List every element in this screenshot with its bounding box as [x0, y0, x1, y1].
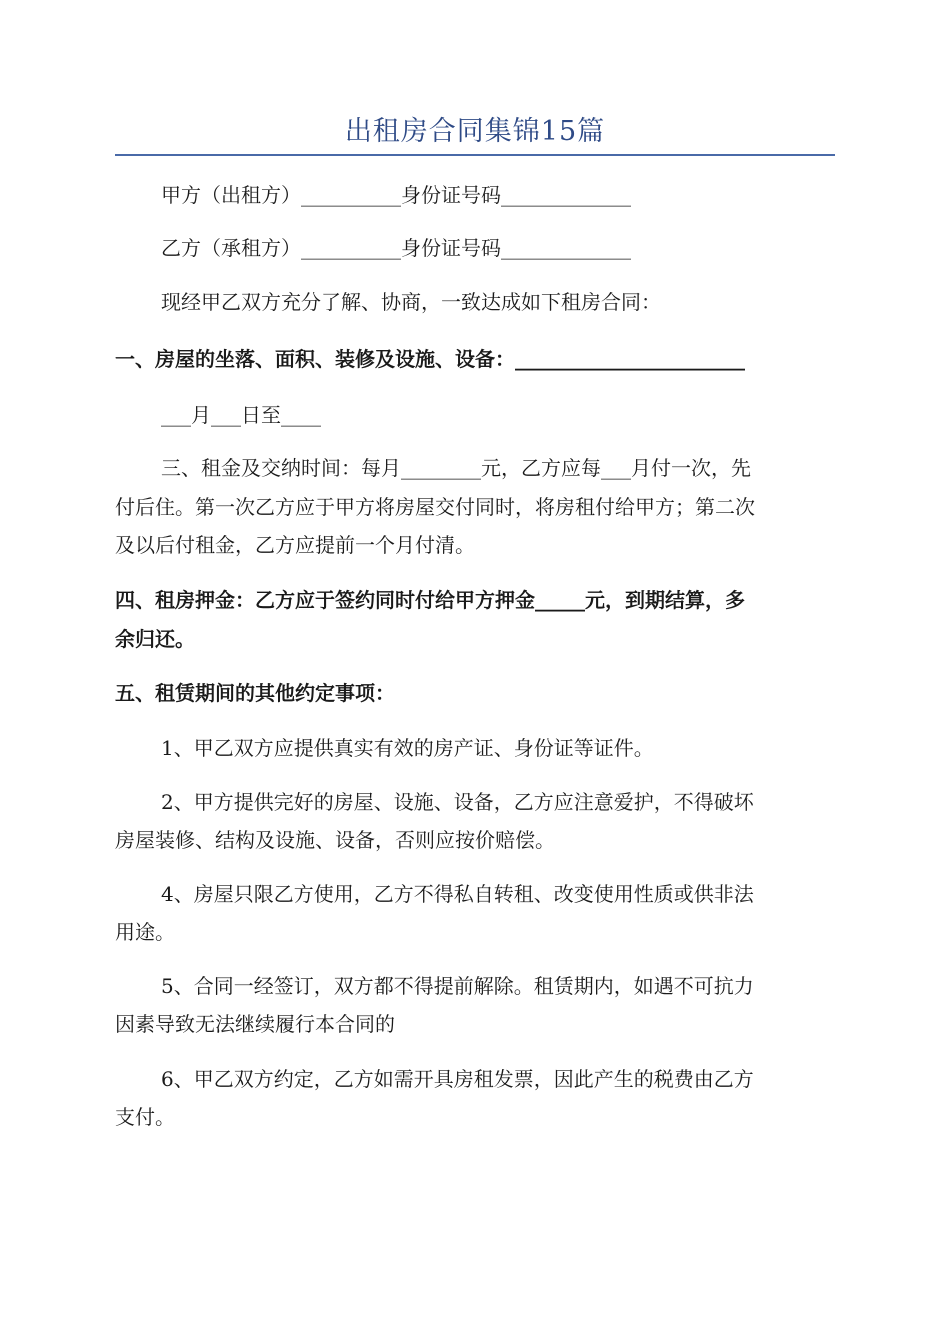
document-title: 出租房合同集锦15篇 — [344, 116, 606, 147]
section-three-line-1: 三、租金及交纳时间：每月________元，乙方应每___月付一次，先 — [161, 456, 751, 480]
agreement-intro: 现经甲乙双方充分了解、协商，一致达成如下租房合同： — [161, 290, 661, 314]
item-4-line-2: 用途。 — [115, 920, 175, 944]
item-2-line-2: 房屋装修、结构及设施、设备，否则应按价赔偿。 — [115, 828, 555, 852]
title-underline — [115, 154, 835, 156]
item-6-line-1: 6、甲乙双方约定，乙方如需开具房租发票，因此产生的税费由乙方 — [161, 1067, 754, 1091]
section-four-line-2: 余归还。 — [115, 627, 195, 651]
item-6-line-2: 支付。 — [115, 1105, 175, 1129]
section-four-line-1: 四、租房押金：乙方应于签约同时付给甲方押金_____元，到期结算，多 — [115, 588, 745, 612]
section-three-line-3: 及以后付租金，乙方应提前一个月付清。 — [115, 533, 475, 557]
section-three-line-2: 付后住。第一次乙方应于甲方将房屋交付同时，将房租付给甲方；第二次 — [115, 495, 755, 519]
item-5-line-2: 因素导致无法继续履行本合同的 — [115, 1012, 395, 1036]
party-a-line: 甲方（出租方）__________身份证号码_____________ — [161, 183, 631, 207]
item-5-line-1: 5、合同一经签订，双方都不得提前解除。租赁期内，如遇不可抗力 — [161, 974, 754, 998]
section-one-heading: 一、房屋的坐落、面积、装修及设施、设备：_______________________ — [115, 347, 745, 371]
item-4-line-1: 4、房屋只限乙方使用，乙方不得私自转租、改变使用性质或供非法 — [161, 882, 754, 906]
date-range-line: ___月___日至____ — [161, 403, 321, 427]
party-b-line: 乙方（承租方）__________身份证号码_____________ — [161, 236, 631, 260]
item-2-line-1: 2、甲方提供完好的房屋、设施、设备，乙方应注意爱护，不得破坏 — [161, 790, 754, 814]
item-1-line: 1、甲乙双方应提供真实有效的房产证、身份证等证件。 — [161, 736, 654, 760]
section-five-heading: 五、租赁期间的其他约定事项： — [115, 681, 395, 705]
